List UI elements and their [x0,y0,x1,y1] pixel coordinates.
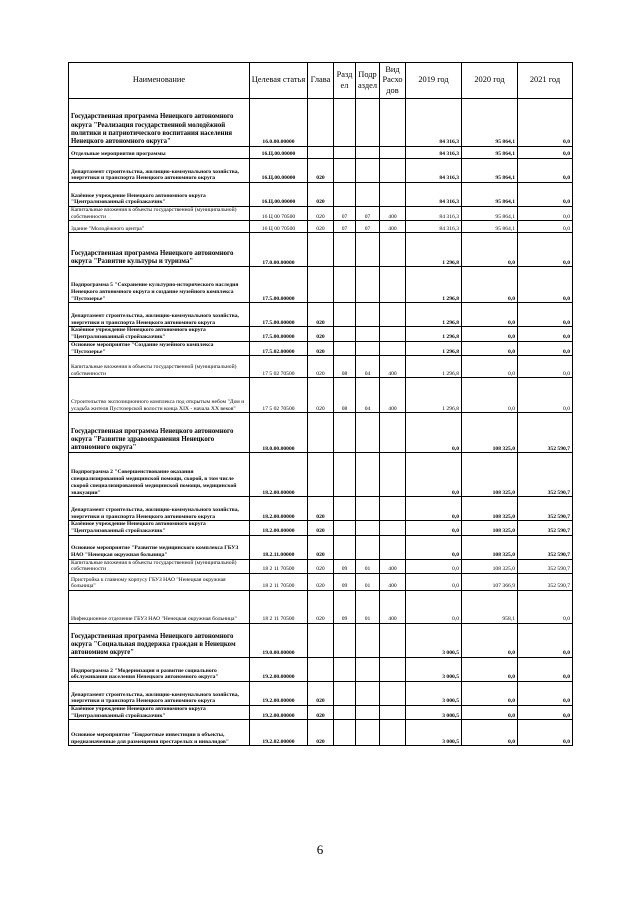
row-2019: 3 000,5 [406,706,462,720]
row-2020: 95 864,1 [462,183,518,207]
table-row [69,327,573,341]
row-razdel: 09 [334,574,356,591]
row-glava: 020 [308,221,334,233]
row-target: 18.2.00.00000 [250,453,308,497]
row-2019: 3 000,5 [406,682,462,706]
row-podrazdel [356,303,380,327]
row-target: 16.Ц.00.00000 [250,183,308,207]
row-vid [380,267,406,303]
row-2020: 108 325,0 [462,559,518,573]
table-row [69,99,573,147]
row-name: Отдельные мероприятия программы [69,147,250,159]
row-2019: 84 316,3 [406,99,462,147]
row-2020: 0,0 [462,356,518,378]
table-row [69,453,573,497]
row-2019: 3 000,5 [406,624,462,658]
row-name: Пристройка к главному корпусу ГБУЗ НАО "Ненецкая окружная больница" [69,574,250,591]
row-target: 16.Ц.00.00000 [250,147,308,159]
header-razdel: Разд ел [334,63,356,99]
row-podrazdel [356,497,380,521]
row-podrazdel: 01 [356,591,380,624]
row-2019: 84 316,3 [406,159,462,183]
table-row [69,303,573,327]
row-2021: 0,0 [518,147,573,159]
row-2019: 0,0 [406,559,462,573]
row-target: 17.5.00.00000 [250,327,308,341]
table-row [69,341,573,355]
row-2019: 1 296,8 [406,327,462,341]
row-2019: 84 316,3 [406,147,462,159]
row-2021: 0,0 [518,159,573,183]
row-podrazdel: 04 [356,378,380,413]
row-2021: 0,0 [518,591,573,624]
row-2021: 352 590,7 [518,497,573,521]
row-razdel [334,99,356,147]
row-podrazdel [356,453,380,497]
table-row [69,682,573,706]
row-podrazdel [356,233,380,267]
row-2019: 1 296,8 [406,341,462,355]
row-2020: 0,0 [462,658,518,682]
row-target: 19.2.00.00000 [250,682,308,706]
row-name: Государственная программа Ненецкого автономного округа "Развитие культуры и туризма" [69,233,250,267]
row-2021: 352 590,7 [518,521,573,535]
row-2021: 0,0 [518,207,573,221]
row-glava: 020 [308,183,334,207]
row-podrazdel [356,147,380,159]
row-glava: 020 [308,341,334,355]
row-target: 17.5.02.00000 [250,341,308,355]
row-razdel [334,413,356,453]
row-name: Капитальные вложения в объекты государственной (муниципальной) собственности [69,356,250,378]
row-name: Казённое учреждение Ненецкого автономного округа "Централизованный стройзаказчик" [69,706,250,720]
row-2020: 95 864,1 [462,159,518,183]
row-vid [380,147,406,159]
row-2021: 0,0 [518,356,573,378]
row-2019: 3 000,5 [406,658,462,682]
row-name: Инфекционное отделение ГБУЗ НАО "Ненецкая окружная больница" [69,591,250,624]
budget-table [68,62,573,746]
row-2020: 95 864,1 [462,221,518,233]
row-target: 17.5.00.00000 [250,303,308,327]
row-razdel [334,521,356,535]
row-2019: 0,0 [406,535,462,559]
row-razdel [334,497,356,521]
header-vid: Вид Расхо дов [380,63,406,99]
row-2020: 0,0 [462,378,518,413]
row-razdel [334,453,356,497]
row-glava [308,453,334,497]
row-name: Казённое учреждение Ненецкого автономного округа "Централизованный стройзаказчик" [69,327,250,341]
row-2020: 0,0 [462,233,518,267]
row-2020: 95 864,1 [462,207,518,221]
table-row [69,706,573,720]
row-glava: 020 [308,356,334,378]
row-vid [380,159,406,183]
row-2019: 1 296,8 [406,356,462,378]
row-2020: 107 366,9 [462,574,518,591]
row-name: Государственная программа Ненецкого автономного округа "Развитие здравоохранения Ненецкого автономного округа" [69,413,250,453]
row-2021: 0,0 [518,221,573,233]
row-2019: 0,0 [406,453,462,497]
row-vid [380,535,406,559]
row-podrazdel: 07 [356,207,380,221]
row-2021: 0,0 [518,341,573,355]
table-row [69,574,573,591]
row-name: Подпрограмма 2 "Модернизация и развитие социального обслуживания населения Ненецкого автономного округа" [69,658,250,682]
header-row [69,63,573,99]
row-2020: 0,0 [462,327,518,341]
table-row [69,413,573,453]
row-2021: 0,0 [518,327,573,341]
row-name: Здание "Молодёжного центра" [69,221,250,233]
row-vid [380,682,406,706]
row-glava [308,658,334,682]
table-row [69,521,573,535]
row-razdel: 09 [334,559,356,573]
row-podrazdel [356,341,380,355]
row-target: 16.Ц.00.00000 [250,159,308,183]
row-podrazdel: 04 [356,356,380,378]
table-row [69,720,573,746]
row-target: 18 2 11 70500 [250,559,308,573]
row-vid [380,413,406,453]
row-podrazdel [356,720,380,746]
row-2019: 0,0 [406,591,462,624]
row-razdel [334,183,356,207]
row-2020: 0,0 [462,303,518,327]
row-vid [380,233,406,267]
row-2020: 95 864,1 [462,147,518,159]
table-row [69,497,573,521]
row-vid [380,453,406,497]
row-name: Основное мероприятие "Бюджетные инвестиции в объекты, предназначенные для размещения престарелых и инвалидов" [69,720,250,746]
row-name: Государственная программа Ненецкого автономного округа "Социальная поддержка граждан в Ненецком автономном округе" [69,624,250,658]
row-2020: 108 325,0 [462,413,518,453]
row-razdel [334,624,356,658]
row-2019: 84 316,3 [406,207,462,221]
row-glava: 020 [308,378,334,413]
table-row [69,624,573,658]
row-name: Подпрограмма 5 "Сохранение культурно-исторического наследия Ненецкого автономного округа и создание музейного комплекса "Пустозерье" [69,267,250,303]
header-2021: 2021 год [518,63,573,99]
row-vid [380,720,406,746]
row-glava: 020 [308,720,334,746]
row-2019: 84 316,3 [406,221,462,233]
row-podrazdel [356,99,380,147]
row-target: 19.2.00.00000 [250,706,308,720]
row-vid [380,706,406,720]
row-razdel: 08 [334,378,356,413]
row-name: Департамент строительства, жилищно-коммунального хозяйства, энергетики и транспорта Ненецкого автономного округа [69,303,250,327]
table-row [69,658,573,682]
header-glava: Глава [308,63,334,99]
row-podrazdel [356,658,380,682]
row-name: Капитальные вложения в объекты государственной (муниципальной) собственности [69,207,250,221]
row-2021: 0,0 [518,720,573,746]
row-2020: 0,0 [462,720,518,746]
row-target: 18.2.00.00000 [250,521,308,535]
row-podrazdel: 01 [356,574,380,591]
row-2021: 0,0 [518,99,573,147]
row-2019: 1 296,8 [406,378,462,413]
row-2020: 108 325,0 [462,453,518,497]
row-target: 16 Ц 00 70500 [250,207,308,221]
header-podrazdel: Подр аздел [356,63,380,99]
row-2019: 1 296,8 [406,267,462,303]
row-razdel [334,267,356,303]
row-2020: 108 325,0 [462,497,518,521]
row-glava: 020 [308,159,334,183]
row-razdel: 08 [334,356,356,378]
row-vid [380,341,406,355]
row-target: 17 5 02 70500 [250,378,308,413]
row-target: 17.0.00.00000 [250,233,308,267]
row-glava: 020 [308,207,334,221]
row-2019: 84 316,3 [406,183,462,207]
row-2021: 352 590,7 [518,535,573,559]
row-glava: 020 [308,521,334,535]
row-glava: 020 [308,303,334,327]
row-podrazdel [356,521,380,535]
table-row [69,591,573,624]
row-target: 18 2 11 70500 [250,574,308,591]
row-podrazdel [356,682,380,706]
row-razdel [334,720,356,746]
row-target: 17.5.00.00000 [250,267,308,303]
table-row [69,221,573,233]
row-podrazdel [356,624,380,658]
row-podrazdel [356,706,380,720]
row-name: Департамент строительства, жилищно-коммунального хозяйства, энергетики и транспорта Ненецкого автономного округа [69,497,250,521]
row-name: Департамент строительства, жилищно-коммунального хозяйства, энергетики и транспорта Ненецкого автономного округа [69,159,250,183]
table-row [69,356,573,378]
row-razdel [334,159,356,183]
row-razdel: 07 [334,221,356,233]
row-2021: 0,0 [518,233,573,267]
row-2021: 0,0 [518,706,573,720]
row-2020: 95 864,1 [462,99,518,147]
table-body [69,99,573,746]
row-2021: 0,0 [518,658,573,682]
row-podrazdel [356,267,380,303]
row-2019: 1 296,8 [406,233,462,267]
row-glava [308,233,334,267]
row-name: Казённое учреждение Ненецкого автономного округа "Централизованный стройзаказчик" [69,183,250,207]
row-2020: 0,0 [462,706,518,720]
row-2021: 0,0 [518,378,573,413]
row-2020: 0,0 [462,267,518,303]
row-glava: 020 [308,706,334,720]
row-vid [380,99,406,147]
row-2019: 0,0 [406,521,462,535]
row-2021: 0,0 [518,183,573,207]
row-glava: 020 [308,574,334,591]
row-2020: 958,1 [462,591,518,624]
row-vid [380,303,406,327]
row-2021: 0,0 [518,303,573,327]
table-row [69,378,573,413]
row-2019: 0,0 [406,574,462,591]
row-name: Государственная программа Ненецкого автономного округа "Реализация государственной молодёжной политики и патриотического воспитания населения Ненецкого автономного округа" [69,99,250,147]
table-row [69,147,573,159]
row-2021: 352 590,7 [518,574,573,591]
row-2020: 0,0 [462,624,518,658]
row-razdel [334,706,356,720]
row-target: 19.0.00.00000 [250,624,308,658]
row-podrazdel: 07 [356,221,380,233]
row-2020: 108 325,0 [462,535,518,559]
row-vid [380,497,406,521]
table-row [69,207,573,221]
row-glava: 020 [308,327,334,341]
table-row [69,159,573,183]
row-vid [380,327,406,341]
header-target: Целевая статья [250,63,308,99]
row-target: 18 2 11 70500 [250,591,308,624]
row-glava: 020 [308,591,334,624]
row-name: Департамент строительства, жилищно-коммунального хозяйства, энергетики и транспорта Ненецкого автономного округа [69,682,250,706]
row-2020: 0,0 [462,341,518,355]
row-vid [380,658,406,682]
row-razdel [334,658,356,682]
row-name: Капитальные вложения в объекты государственной (муниципальной) собственности [69,559,250,573]
row-glava: 020 [308,559,334,573]
row-target: 19.2.00.00000 [250,658,308,682]
row-2019: 0,0 [406,413,462,453]
row-2021: 352 590,7 [518,413,573,453]
row-2021: 352 590,7 [518,559,573,573]
row-2021: 0,0 [518,267,573,303]
row-razdel [334,341,356,355]
row-2021: 352 590,7 [518,453,573,497]
row-name: Основное мероприятие "Создание музейного комплекса "Пустозерье" [69,341,250,355]
row-target: 16.0.00.00000 [250,99,308,147]
row-vid: 400 [380,378,406,413]
row-2019: 1 296,8 [406,303,462,327]
page-number: 6 [316,842,324,857]
row-vid: 400 [380,356,406,378]
row-razdel [334,233,356,267]
row-razdel [334,303,356,327]
row-razdel [334,682,356,706]
row-target: 18.0.00.00000 [250,413,308,453]
row-name: Основное мероприятие "Развитие медицинского комплекса ГБУЗ НАО "Ненецкая окружная больница" [69,535,250,559]
row-glava [308,147,334,159]
table-row [69,267,573,303]
row-glava [308,624,334,658]
row-vid: 400 [380,574,406,591]
header-2019: 2019 год [406,63,462,99]
row-razdel: 09 [334,591,356,624]
row-podrazdel [356,413,380,453]
row-vid: 400 [380,207,406,221]
row-razdel [334,327,356,341]
row-glava [308,267,334,303]
row-target: 16 Ц 00 70500 [250,221,308,233]
table-row [69,183,573,207]
table-row [69,559,573,573]
row-name: Казённое учреждение Ненецкого автономного округа "Централизованный стройзаказчик" [69,521,250,535]
row-podrazdel [356,183,380,207]
row-name: Строительство экспозиционного комплекса под открытым небом "Дом и усадьба жителя Пустозерской волости конца XIX - начала XX веков" [69,378,250,413]
row-vid: 400 [380,559,406,573]
row-2021: 0,0 [518,624,573,658]
row-podrazdel [356,159,380,183]
header-2020: 2020 год [462,63,518,99]
row-2019: 3 000,5 [406,720,462,746]
table-row [69,233,573,267]
row-2019: 0,0 [406,497,462,521]
row-target: 17 5 02 70500 [250,356,308,378]
row-target: 19.2.02.00000 [250,720,308,746]
row-vid [380,521,406,535]
row-podrazdel [356,327,380,341]
row-vid [380,183,406,207]
row-vid: 400 [380,591,406,624]
row-glava: 020 [308,535,334,559]
row-glava: 020 [308,497,334,521]
row-name: Подпрограмма 2 "Совершенствование оказания специализированной медицинской помощи, скорой, в том числе скорой специализированной медицинской помощи, медицинской эвакуации" [69,453,250,497]
row-glava [308,413,334,453]
row-2020: 0,0 [462,682,518,706]
row-glava: 020 [308,682,334,706]
row-target: 18.2.11.00000 [250,535,308,559]
row-podrazdel [356,535,380,559]
row-vid: 400 [380,221,406,233]
table-row [69,535,573,559]
row-2021: 0,0 [518,682,573,706]
row-vid [380,624,406,658]
row-2020: 108 325,0 [462,521,518,535]
row-target: 18.2.00.00000 [250,497,308,521]
row-podrazdel: 01 [356,559,380,573]
row-razdel [334,535,356,559]
row-razdel: 07 [334,207,356,221]
row-razdel [334,147,356,159]
row-glava [308,99,334,147]
header-name: Наименование [69,63,250,99]
